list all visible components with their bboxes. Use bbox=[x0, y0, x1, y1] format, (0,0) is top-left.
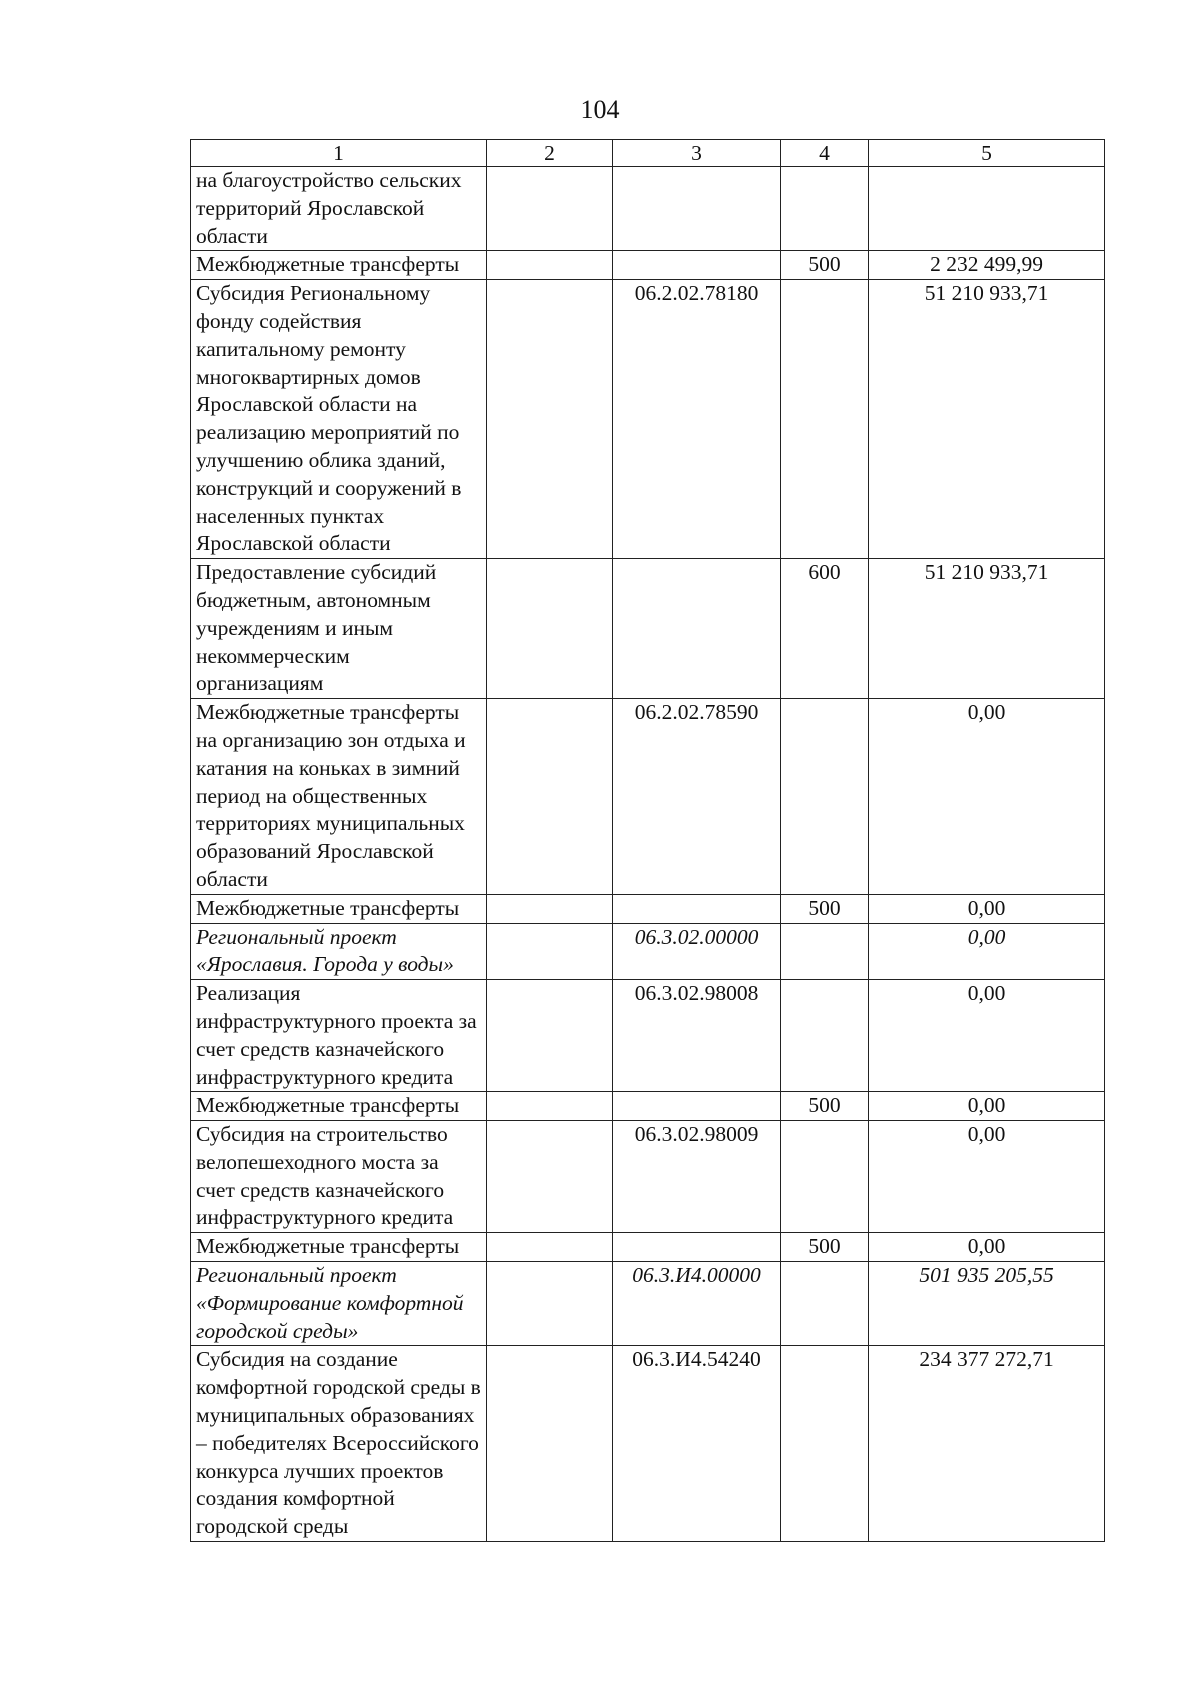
row-amount-cell: 501 935 205,55 bbox=[869, 1262, 1105, 1346]
row-name-cell: Субсидия на создание комфортной городской среды в муниципальных образованиях – победителях Всероссийского конкурса лучших проектов создания комфортной городской среды bbox=[191, 1346, 487, 1542]
table-header-row bbox=[191, 140, 1105, 167]
row-amount-cell: 234 377 272,71 bbox=[869, 1346, 1105, 1542]
row-code-cell bbox=[613, 167, 781, 251]
row-type-cell: 600 bbox=[781, 559, 869, 699]
row-amount-cell: 0,00 bbox=[869, 1233, 1105, 1262]
row-type-cell: 500 bbox=[781, 1233, 869, 1262]
page-number: 104 bbox=[580, 95, 620, 124]
row-type-cell: 500 bbox=[781, 1092, 869, 1121]
row-col2-cell bbox=[487, 1346, 613, 1542]
row-col2-cell bbox=[487, 894, 613, 923]
row-name-cell: Межбюджетные трансферты bbox=[191, 894, 487, 923]
row-code-cell bbox=[613, 894, 781, 923]
row-type-cell bbox=[781, 1346, 869, 1542]
row-code-cell bbox=[613, 251, 781, 280]
table-row bbox=[191, 923, 1105, 980]
row-amount-cell: 2 232 499,99 bbox=[869, 251, 1105, 280]
row-name-cell: на благоустройство сельских территорий Ярославской области bbox=[191, 167, 487, 251]
row-name-cell: Межбюджетные трансферты на организацию зон отдыха и катания на коньках в зимний период на общественных территориях муниципальных образований Ярославской области bbox=[191, 699, 487, 895]
row-name-cell: Межбюджетные трансферты bbox=[191, 251, 487, 280]
row-col2-cell bbox=[487, 167, 613, 251]
row-amount-cell: 0,00 bbox=[869, 1092, 1105, 1121]
row-type-cell bbox=[781, 980, 869, 1092]
row-col2-cell bbox=[487, 980, 613, 1092]
row-type-cell bbox=[781, 167, 869, 251]
row-name-cell: Межбюджетные трансферты bbox=[191, 1092, 487, 1121]
row-amount-cell: 0,00 bbox=[869, 1121, 1105, 1233]
row-col2-cell bbox=[487, 699, 613, 895]
row-col2-cell bbox=[487, 923, 613, 980]
row-type-cell: 500 bbox=[781, 894, 869, 923]
row-col2-cell bbox=[487, 1092, 613, 1121]
table-row bbox=[191, 980, 1105, 1092]
row-col2-cell bbox=[487, 1233, 613, 1262]
row-name-cell: Субсидия на строительство велопешеходного моста за счет средств казначейского инфраструктурного кредита bbox=[191, 1121, 487, 1233]
row-code-cell: 06.3.02.98009 bbox=[613, 1121, 781, 1233]
row-name-cell: Региональный проект «Формирование комфортной городской среды» bbox=[191, 1262, 487, 1346]
table-row bbox=[191, 894, 1105, 923]
row-type-cell bbox=[781, 280, 869, 559]
column-header-4: 4 bbox=[781, 140, 869, 167]
row-col2-cell bbox=[487, 251, 613, 280]
row-code-cell: 06.2.02.78180 bbox=[613, 280, 781, 559]
row-code-cell: 06.2.02.78590 bbox=[613, 699, 781, 895]
table-row bbox=[191, 559, 1105, 699]
row-name-cell: Реализация инфраструктурного проекта за счет средств казначейского инфраструктурного кредита bbox=[191, 980, 487, 1092]
row-amount-cell: 0,00 bbox=[869, 923, 1105, 980]
row-type-cell bbox=[781, 923, 869, 980]
row-amount-cell: 0,00 bbox=[869, 699, 1105, 895]
row-amount-cell: 51 210 933,71 bbox=[869, 280, 1105, 559]
row-col2-cell bbox=[487, 280, 613, 559]
row-col2-cell bbox=[487, 1121, 613, 1233]
table-row bbox=[191, 1233, 1105, 1262]
table-row bbox=[191, 251, 1105, 280]
table-row bbox=[191, 280, 1105, 559]
table-row bbox=[191, 1121, 1105, 1233]
row-code-cell bbox=[613, 1233, 781, 1262]
table-row bbox=[191, 167, 1105, 251]
row-amount-cell: 0,00 bbox=[869, 894, 1105, 923]
row-code-cell: 06.3.И4.54240 bbox=[613, 1346, 781, 1542]
row-name-cell: Региональный проект «Ярославия. Города у воды» bbox=[191, 923, 487, 980]
row-col2-cell bbox=[487, 1262, 613, 1346]
table-row bbox=[191, 699, 1105, 895]
column-header-3: 3 bbox=[613, 140, 781, 167]
row-name-cell: Межбюджетные трансферты bbox=[191, 1233, 487, 1262]
row-name-cell: Предоставление субсидий бюджетным, автономным учреждениям и иным некоммерческим организациям bbox=[191, 559, 487, 699]
row-amount-cell: 0,00 bbox=[869, 980, 1105, 1092]
table-row bbox=[191, 1346, 1105, 1542]
row-col2-cell bbox=[487, 559, 613, 699]
column-header-1: 1 bbox=[191, 140, 487, 167]
row-type-cell bbox=[781, 699, 869, 895]
row-name-cell: Субсидия Региональному фонду содействия капитальному ремонту многоквартирных домов Ярославской области на реализацию мероприятий по улучшению облика зданий, конструкций и сооружений в населенных пунктах Ярославской области bbox=[191, 280, 487, 559]
table-row bbox=[191, 1092, 1105, 1121]
row-type-cell bbox=[781, 1121, 869, 1233]
table-row bbox=[191, 1262, 1105, 1346]
row-type-cell: 500 bbox=[781, 251, 869, 280]
row-code-cell: 06.3.02.00000 bbox=[613, 923, 781, 980]
column-header-2: 2 bbox=[487, 140, 613, 167]
budget-table bbox=[190, 139, 1105, 1542]
row-code-cell bbox=[613, 1092, 781, 1121]
row-code-cell bbox=[613, 559, 781, 699]
row-amount-cell bbox=[869, 167, 1105, 251]
row-code-cell: 06.3.02.98008 bbox=[613, 980, 781, 1092]
row-code-cell: 06.3.И4.00000 bbox=[613, 1262, 781, 1346]
row-type-cell bbox=[781, 1262, 869, 1346]
row-amount-cell: 51 210 933,71 bbox=[869, 559, 1105, 699]
column-header-5: 5 bbox=[869, 140, 1105, 167]
